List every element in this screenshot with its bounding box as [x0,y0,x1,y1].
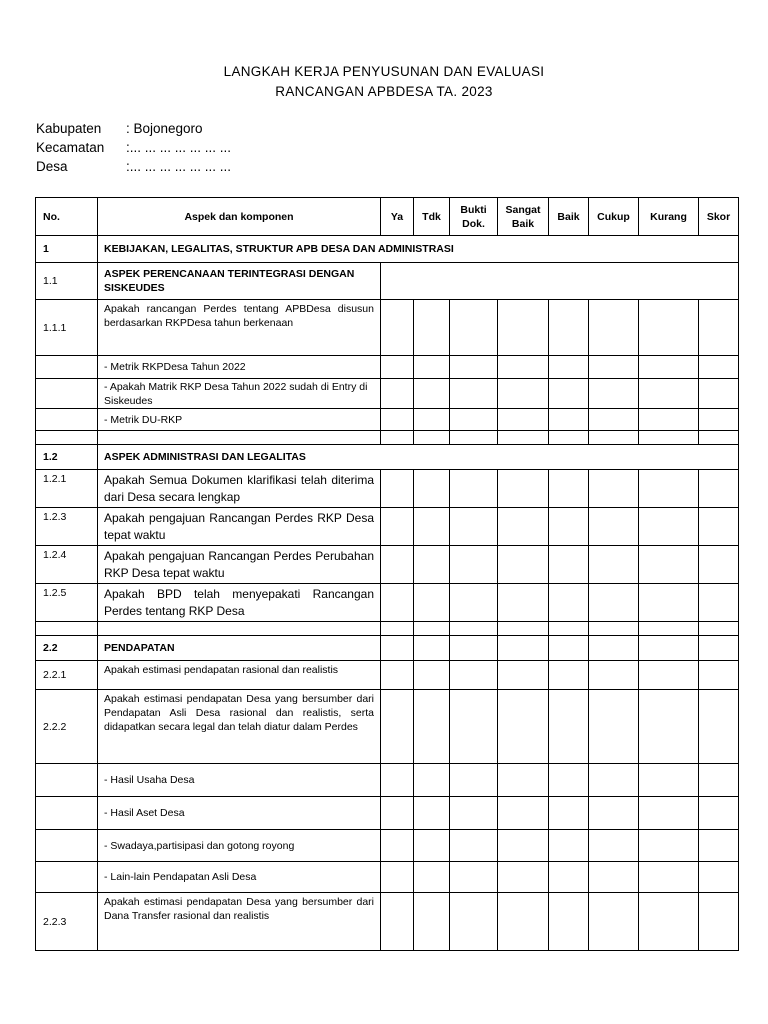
table-row [36,862,739,893]
score-cell[interactable] [381,690,414,764]
table-row [36,584,739,622]
score-cell[interactable] [699,797,739,830]
score-cell[interactable] [450,300,498,356]
row-aspect: KEBIJAKAN, LEGALITAS, STRUKTUR APB DESA DAN ADMINISTRASI [98,236,739,263]
score-cell[interactable] [699,636,739,661]
table-row [36,508,739,546]
score-cell[interactable] [639,622,699,636]
score-cell[interactable] [639,379,699,409]
score-cell[interactable] [549,830,589,862]
row-aspect [98,431,381,445]
score-cell[interactable] [639,862,699,893]
score-cell[interactable] [450,690,498,764]
score-cell[interactable] [498,893,549,951]
score-cell[interactable] [699,508,739,546]
score-cell[interactable] [414,356,450,379]
score-cell[interactable] [381,622,414,636]
score-cell[interactable] [450,636,498,661]
score-cell[interactable] [549,546,589,584]
score-cell[interactable] [699,300,739,356]
score-cell[interactable] [589,300,639,356]
row-aspect: - Hasil Usaha Desa [98,764,381,797]
row-aspect: Apakah rancangan Perdes tentang APBDesa disusun berdasarkan RKPDesa tahun berkenaan [98,300,381,356]
header-bukti: Bukti Dok. [450,198,498,236]
score-cell[interactable] [381,862,414,893]
score-cell[interactable] [381,661,414,690]
score-cell[interactable] [639,470,699,508]
score-cell[interactable] [549,862,589,893]
score-cell[interactable] [498,764,549,797]
score-cell[interactable] [639,830,699,862]
row-number [36,431,98,445]
score-cell[interactable] [639,584,699,622]
header-skor: Skor [699,198,739,236]
row-aspect: - Hasil Aset Desa [98,797,381,830]
row-aspect: ASPEK PERENCANAAN TERINTEGRASI DENGAN SISKEUDES [98,263,381,300]
score-cell[interactable] [549,661,589,690]
score-cell[interactable] [414,690,450,764]
score-cell[interactable] [381,470,414,508]
score-cell[interactable] [699,379,739,409]
score-cell[interactable] [414,508,450,546]
header-ya: Ya [381,198,414,236]
score-cell[interactable] [699,690,739,764]
row-aspect: Apakah estimasi pendapatan Desa yang bersumber dari Dana Transfer rasional dan realistis [98,893,381,951]
score-cell[interactable] [498,470,549,508]
score-cell[interactable] [414,409,450,431]
table-row [36,661,739,690]
score-cell[interactable] [549,431,589,445]
score-cell[interactable] [699,356,739,379]
score-cell[interactable] [589,470,639,508]
score-cell[interactable] [549,893,589,951]
score-cell[interactable] [450,830,498,862]
row-aspect: PENDAPATAN [98,636,381,661]
score-cell[interactable] [589,893,639,951]
score-cell[interactable] [549,764,589,797]
row-aspect: - Metrik DU-RKP [98,409,381,431]
score-cell[interactable] [450,862,498,893]
score-cell[interactable] [498,797,549,830]
score-cell[interactable] [639,431,699,445]
row-aspect: Apakah estimasi pendapatan Desa yang bersumber dari Pendapatan Asli Desa rasional dan realistis, serta didapatkan secara legal dan telah diatur dalam Perdes [98,690,381,764]
score-cell[interactable] [589,431,639,445]
row-aspect: Apakah Semua Dokumen klarifikasi telah diterima dari Desa secara lengkap [98,470,381,508]
header-kurang: Kurang [639,198,699,236]
score-cell[interactable] [414,379,450,409]
score-cell[interactable] [699,862,739,893]
score-cell[interactable] [589,546,639,584]
score-cell[interactable] [498,300,549,356]
row-number [36,797,98,830]
score-cell[interactable] [639,661,699,690]
row-aspect: - Metrik RKPDesa Tahun 2022 [98,356,381,379]
score-cell[interactable] [498,690,549,764]
score-cell[interactable] [549,690,589,764]
row-number: 1.2 [36,445,98,470]
score-cell[interactable] [381,508,414,546]
score-cell[interactable] [589,508,639,546]
score-cell[interactable] [414,300,450,356]
desa-label: Desa [36,159,68,174]
score-cell[interactable] [381,893,414,951]
score-cell[interactable] [498,661,549,690]
score-cell[interactable] [639,356,699,379]
row-number: 1.2.1 [36,470,98,508]
row-number: 1.2.4 [36,546,98,584]
score-cell[interactable] [414,431,450,445]
score-cell[interactable] [414,470,450,508]
row-number: 1.1.1 [36,300,98,356]
score-cell[interactable] [639,300,699,356]
score-cell[interactable] [498,546,549,584]
score-cell[interactable] [414,862,450,893]
kecamatan-value: :... ... ... ... ... ... ... [126,140,232,155]
score-cell[interactable] [450,356,498,379]
score-cell[interactable] [639,409,699,431]
score-cell[interactable] [414,830,450,862]
row-aspect: Apakah estimasi pendapatan rasional dan realistis [98,661,381,690]
table-row [36,236,739,263]
score-cell[interactable] [450,546,498,584]
row-aspect: - Apakah Matrik RKP Desa Tahun 2022 sudah di Entry di Siskeudes [98,379,381,409]
table-row [36,470,739,508]
score-cell[interactable] [589,661,639,690]
score-cell[interactable] [639,546,699,584]
score-cell[interactable] [699,830,739,862]
score-cell[interactable] [498,862,549,893]
score-cell[interactable] [381,636,414,661]
score-cell[interactable] [381,546,414,584]
score-cell[interactable] [549,508,589,546]
table-row [36,431,739,445]
score-cell[interactable] [699,893,739,951]
table-row [36,445,739,470]
row-number: 2.2.3 [36,893,98,951]
kecamatan-label: Kecamatan [36,140,105,155]
row-number [36,622,98,636]
score-cell[interactable] [549,584,589,622]
score-cell[interactable] [639,508,699,546]
document-title-line1: LANGKAH KERJA PENYUSUNAN DAN EVALUASI [223,64,545,79]
row-number: 1.2.5 [36,584,98,622]
score-cell[interactable] [639,636,699,661]
score-cell[interactable] [549,622,589,636]
row-aspect: Apakah BPD telah menyepakati Rancangan Perdes tentang RKP Desa [98,584,381,622]
row-aspect: - Swadaya,partisipasi dan gotong royong [98,830,381,862]
score-cell[interactable] [498,409,549,431]
score-cell[interactable] [381,300,414,356]
score-cell[interactable] [450,622,498,636]
header-baik: Baik [549,198,589,236]
score-cell[interactable] [498,379,549,409]
table-row [36,622,739,636]
table-row [36,636,739,661]
score-cell[interactable] [589,690,639,764]
score-cell[interactable] [498,622,549,636]
score-cell[interactable] [589,764,639,797]
score-cell[interactable] [450,409,498,431]
meta-kecamatan [36,140,231,155]
kabupaten-label: Kabupaten [36,121,102,136]
meta-desa [36,159,231,174]
score-cell[interactable] [699,622,739,636]
table-row [36,546,739,584]
score-cell[interactable] [381,830,414,862]
row-aspect: Apakah pengajuan Rancangan Perdes RKP Desa tepat waktu [98,508,381,546]
desa-value: :... ... ... ... ... ... ... [126,159,232,174]
header-sangat-baik: Sangat Baik [498,198,549,236]
header-no: No. [36,198,98,236]
score-cell[interactable] [589,622,639,636]
score-cell[interactable] [381,379,414,409]
score-cell[interactable] [549,470,589,508]
score-cell[interactable] [699,409,739,431]
score-cell[interactable] [699,661,739,690]
row-number: 2.2.2 [36,690,98,764]
table-row [36,893,739,951]
row-number: 2.2 [36,636,98,661]
score-cell[interactable] [450,661,498,690]
row-number: 1.2.3 [36,508,98,546]
header-tdk: Tdk [414,198,450,236]
score-cell[interactable] [589,584,639,622]
row-number: 1 [36,236,98,263]
score-cell[interactable] [498,830,549,862]
header-cukup: Cukup [589,198,639,236]
table-row [36,797,739,830]
score-cell[interactable] [381,764,414,797]
table-row [36,830,739,862]
score-cell[interactable] [414,622,450,636]
score-cell[interactable] [381,431,414,445]
score-cell[interactable] [639,797,699,830]
score-cell[interactable] [699,584,739,622]
kabupaten-value: : Bojonegoro [126,121,203,136]
score-cell[interactable] [414,764,450,797]
score-cell[interactable] [381,356,414,379]
table-row [36,409,739,431]
score-cell[interactable] [381,797,414,830]
evaluation-table [35,197,739,951]
score-cell[interactable] [414,584,450,622]
score-cell[interactable] [450,379,498,409]
score-cell[interactable] [549,797,589,830]
row-aspect [98,622,381,636]
score-cell[interactable] [381,409,414,431]
score-cell[interactable] [450,508,498,546]
score-cell[interactable] [498,508,549,546]
score-cell[interactable] [450,893,498,951]
row-aspect: - Lain-lain Pendapatan Asli Desa [98,862,381,893]
row-number [36,830,98,862]
score-cell[interactable] [639,690,699,764]
table-row [36,379,739,409]
score-cell[interactable] [381,263,739,300]
score-cell[interactable] [450,764,498,797]
score-cell[interactable] [498,636,549,661]
table-row [36,356,739,379]
row-aspect: Apakah pengajuan Rancangan Perdes Perubahan RKP Desa tepat waktu [98,546,381,584]
row-number: 2.2.1 [36,661,98,690]
table-row [36,263,739,300]
table-row [36,690,739,764]
score-cell[interactable] [589,636,639,661]
score-cell[interactable] [589,409,639,431]
score-cell[interactable] [699,431,739,445]
meta-kabupaten [36,121,203,136]
score-cell[interactable] [639,893,699,951]
score-cell[interactable] [414,636,450,661]
table-row [36,764,739,797]
score-cell[interactable] [450,797,498,830]
score-cell[interactable] [498,356,549,379]
score-cell[interactable] [699,764,739,797]
score-cell[interactable] [589,379,639,409]
score-cell[interactable] [699,470,739,508]
score-cell[interactable] [699,546,739,584]
score-cell[interactable] [450,470,498,508]
score-cell[interactable] [498,584,549,622]
score-cell[interactable] [414,797,450,830]
row-number [36,379,98,409]
row-number [36,862,98,893]
score-cell[interactable] [549,356,589,379]
score-cell[interactable] [639,764,699,797]
score-cell[interactable] [589,862,639,893]
row-number [36,409,98,431]
score-cell[interactable] [450,584,498,622]
score-cell[interactable] [498,431,549,445]
score-cell[interactable] [549,409,589,431]
score-cell[interactable] [549,379,589,409]
row-number [36,356,98,379]
score-cell[interactable] [589,356,639,379]
row-number [36,764,98,797]
score-cell[interactable] [589,830,639,862]
score-cell[interactable] [549,300,589,356]
table-header-row [36,198,739,236]
score-cell[interactable] [381,584,414,622]
row-aspect: ASPEK ADMINISTRASI DAN LEGALITAS [98,445,739,470]
score-cell[interactable] [414,661,450,690]
document-title-line2: RANCANGAN APBDESA TA. 2023 [275,84,493,99]
score-cell[interactable] [549,636,589,661]
header-aspek: Aspek dan komponen [98,198,381,236]
score-cell[interactable] [589,797,639,830]
score-cell[interactable] [414,546,450,584]
table-row [36,300,739,356]
row-number: 1.1 [36,263,98,300]
score-cell[interactable] [414,893,450,951]
score-cell[interactable] [450,431,498,445]
